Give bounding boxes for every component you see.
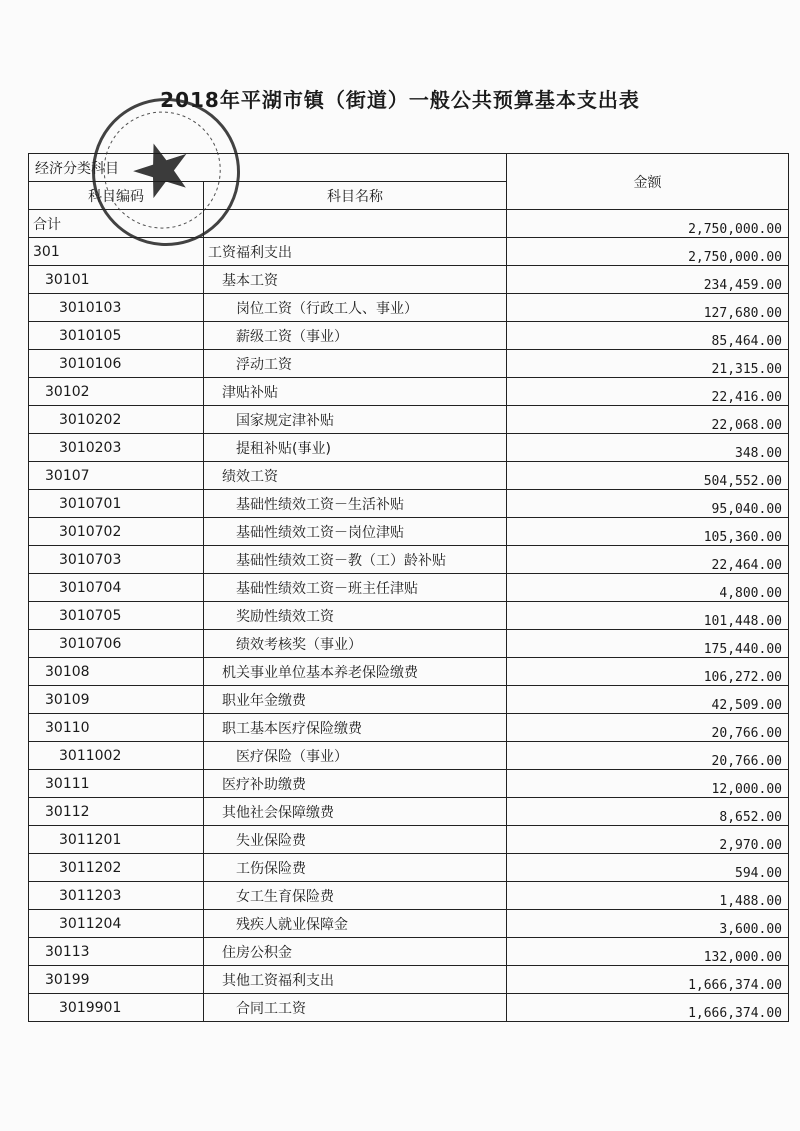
subject-code-cell: 3011201 (29, 826, 204, 854)
amount-cell: 101,448.00 (507, 602, 789, 630)
subject-name-cell: 住房公积金 (204, 938, 507, 966)
subject-code-cell: 3010105 (29, 322, 204, 350)
table-row (29, 938, 789, 966)
subject-name-cell: 绩效工资 (204, 462, 507, 490)
subject-name-cell: 工资福利支出 (204, 238, 507, 266)
subject-code-cell: 3019901 (29, 994, 204, 1022)
amount-cell: 20,766.00 (507, 714, 789, 742)
table-row (29, 742, 789, 770)
subject-name-cell: 职业年金缴费 (204, 686, 507, 714)
table-row (29, 854, 789, 882)
amount-cell: 22,068.00 (507, 406, 789, 434)
table-row (29, 266, 789, 294)
subject-code-cell: 3010202 (29, 406, 204, 434)
subject-name-cell: 基础性绩效工资－教（工）龄补贴 (204, 546, 507, 574)
subject-code-cell: 301 (29, 238, 204, 266)
amount-cell: 132,000.00 (507, 938, 789, 966)
amount-cell: 234,459.00 (507, 266, 789, 294)
amount-cell: 127,680.00 (507, 294, 789, 322)
subject-name-cell: 女工生育保险费 (204, 882, 507, 910)
subject-code-cell: 3011204 (29, 910, 204, 938)
subject-code-cell: 30101 (29, 266, 204, 294)
amount-cell: 4,800.00 (507, 574, 789, 602)
subject-code-cell: 3011202 (29, 854, 204, 882)
table-row (29, 826, 789, 854)
subject-code-cell: 3010703 (29, 546, 204, 574)
amount-cell: 20,766.00 (507, 742, 789, 770)
subject-name-cell: 残疾人就业保障金 (204, 910, 507, 938)
table-row (29, 686, 789, 714)
header-code-label: 科目编码 (29, 182, 204, 210)
subject-name-cell: 提租补贴(事业) (204, 434, 507, 462)
amount-cell: 95,040.00 (507, 490, 789, 518)
subject-name-cell: 基础性绩效工资－班主任津贴 (204, 574, 507, 602)
subject-code-cell: 3011203 (29, 882, 204, 910)
subject-code-cell: 3011002 (29, 742, 204, 770)
table-row (29, 770, 789, 798)
subject-name-cell: 岗位工资（行政工人、事业） (204, 294, 507, 322)
amount-cell: 2,750,000.00 (507, 210, 789, 238)
table-row (29, 714, 789, 742)
subject-name-cell: 其他工资福利支出 (204, 966, 507, 994)
subject-name-cell: 职工基本医疗保险缴费 (204, 714, 507, 742)
table-row (29, 574, 789, 602)
subject-name-cell: 奖励性绩效工资 (204, 602, 507, 630)
table-row (29, 490, 789, 518)
amount-cell: 85,464.00 (507, 322, 789, 350)
document-title: 2018年平湖市镇（街道）一般公共预算基本支出表 (160, 88, 640, 112)
amount-cell: 348.00 (507, 434, 789, 462)
table-row (29, 294, 789, 322)
subject-code-cell: 30107 (29, 462, 204, 490)
table-row (29, 518, 789, 546)
amount-cell: 22,464.00 (507, 546, 789, 574)
amount-cell: 8,652.00 (507, 798, 789, 826)
subject-code-cell: 3010203 (29, 434, 204, 462)
amount-cell: 1,488.00 (507, 882, 789, 910)
subject-code-cell: 3010106 (29, 350, 204, 378)
table-row (29, 462, 789, 490)
subject-name-cell: 津贴补贴 (204, 378, 507, 406)
subject-code-cell: 30102 (29, 378, 204, 406)
table-row (29, 658, 789, 686)
subject-code-cell: 30109 (29, 686, 204, 714)
table-body (29, 210, 789, 1022)
subject-code-cell: 30108 (29, 658, 204, 686)
table-row (29, 882, 789, 910)
subject-code-cell: 30110 (29, 714, 204, 742)
amount-cell: 1,666,374.00 (507, 994, 789, 1022)
table-row (29, 406, 789, 434)
subject-name-cell: 国家规定津补贴 (204, 406, 507, 434)
subject-name-cell: 其他社会保障缴费 (204, 798, 507, 826)
amount-cell: 3,600.00 (507, 910, 789, 938)
table-row (29, 546, 789, 574)
amount-cell: 175,440.00 (507, 630, 789, 658)
subject-code-cell: 3010701 (29, 490, 204, 518)
amount-cell: 504,552.00 (507, 462, 789, 490)
subject-name-cell: 基础性绩效工资－生活补贴 (204, 490, 507, 518)
subject-name-cell: 工伤保险费 (204, 854, 507, 882)
amount-cell: 2,750,000.00 (507, 238, 789, 266)
amount-cell: 105,360.00 (507, 518, 789, 546)
subject-name-cell: 失业保险费 (204, 826, 507, 854)
table-row (29, 378, 789, 406)
amount-cell: 21,315.00 (507, 350, 789, 378)
table-row (29, 910, 789, 938)
subject-name-cell (204, 210, 507, 238)
subject-code-cell: 30112 (29, 798, 204, 826)
amount-cell: 106,272.00 (507, 658, 789, 686)
table-row (29, 994, 789, 1022)
budget-table (28, 153, 789, 1022)
subject-name-cell: 医疗补助缴费 (204, 770, 507, 798)
subject-code-cell: 3010705 (29, 602, 204, 630)
header-amount-label: 金额 (507, 154, 789, 210)
subject-code-cell: 3010103 (29, 294, 204, 322)
amount-cell: 22,416.00 (507, 378, 789, 406)
table-row (29, 434, 789, 462)
header-group-label: 经济分类科目 (29, 154, 507, 182)
amount-cell: 42,509.00 (507, 686, 789, 714)
subject-name-cell: 浮动工资 (204, 350, 507, 378)
subject-name-cell: 基础性绩效工资－岗位津贴 (204, 518, 507, 546)
amount-cell: 2,970.00 (507, 826, 789, 854)
table-row (29, 630, 789, 658)
subject-name-cell: 绩效考核奖（事业） (204, 630, 507, 658)
table-row (29, 966, 789, 994)
subject-name-cell: 薪级工资（事业） (204, 322, 507, 350)
subject-code-cell: 合计 (29, 210, 204, 238)
table-row (29, 798, 789, 826)
subject-name-cell: 医疗保险（事业） (204, 742, 507, 770)
amount-cell: 12,000.00 (507, 770, 789, 798)
amount-cell: 594.00 (507, 854, 789, 882)
header-name-label: 科目名称 (204, 182, 507, 210)
subject-name-cell: 机关事业单位基本养老保险缴费 (204, 658, 507, 686)
table-row (29, 602, 789, 630)
subject-code-cell: 30113 (29, 938, 204, 966)
subject-code-cell: 30111 (29, 770, 204, 798)
subject-name-cell: 合同工工资 (204, 994, 507, 1022)
table-row (29, 350, 789, 378)
subject-name-cell: 基本工资 (204, 266, 507, 294)
subject-code-cell: 30199 (29, 966, 204, 994)
subject-code-cell: 3010702 (29, 518, 204, 546)
table-row (29, 322, 789, 350)
amount-cell: 1,666,374.00 (507, 966, 789, 994)
subject-code-cell: 3010704 (29, 574, 204, 602)
subject-code-cell: 3010706 (29, 630, 204, 658)
